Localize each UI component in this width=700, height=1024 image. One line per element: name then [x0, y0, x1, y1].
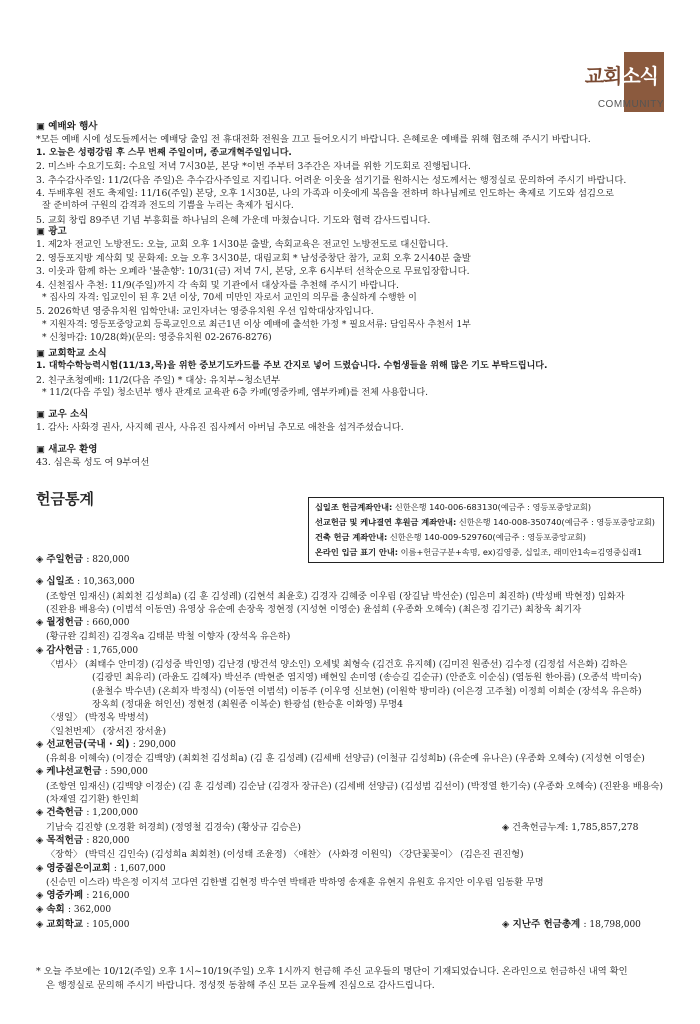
offering-stats-title: 헌금통계 — [36, 490, 94, 508]
worship-line: *모든 예배 시에 성도들께서는 예배당 출입 전 휴대전화 전원을 끄고 들어오시기 바랍니다. 은혜로운 예배를 위해 협조해 주시기 바랍니다. — [36, 134, 591, 146]
account-row: 선교헌금 및 케냐결연 후원금 계좌안내: 신한은행 140-008-350740(예금주 : 영등포중앙교회) — [315, 517, 655, 527]
section-header — [514, 52, 664, 122]
worship-line: 3. 추수감사주일: 11/2(다음 주일)은 추수감사주일로 지킵니다. 어려운 이웃을 섬기기를 원하시는 성도께서는 행정실로 문의하여 주시기 바랍니다. — [36, 174, 627, 186]
worship-line: 2. 미스바 수요기도회: 수요일 저녁 7시30분, 본당 *이번 주부터 3주간은 자녀를 위한 기도회로 진행됩니다. — [36, 161, 471, 173]
weekly-total: ◈ 지난주 헌금총계 : 18,798,000 — [502, 918, 641, 932]
worship-line: 4. 두배후원 전도 축제일: 11/16(주일) 본당, 오후 1시30분, 나의 가족과 이웃에게 복음을 전하며 하나님께로 인도하는 축제로 기도와 섬김으로 — [36, 188, 614, 200]
donor-names: 〈범사〉 (최태수 안미경) (김성중 박인영) 김난경 (방건석 양소인) 오세빛 최형숙 (김건호 유지혜) (김미진 원종선) 김수정 (김정섭 서은화) 김하은 — [46, 659, 628, 671]
footer-note — [36, 965, 666, 993]
ads-line: 3. 이웃과 함께 하는 오페라 '불춘향': 10/31(금) 저녁 7시, 본당, 오후 6시부터 선착순으로 무료입장합니다. — [36, 266, 470, 278]
ads-line: 5. 2026학년 영중유치원 입학안내: 교인자녀는 영중유치원 우선 입학대상자입니다. — [36, 306, 374, 318]
donor-names: 기남숙 김진향 (오경환 허경희) (정영철 김경숙) (황상규 김승은) ◈ 건축헌금누계: 1,785,857,278 — [36, 821, 666, 834]
donor-names: (김광민 최유리) (라윤도 김혜자) 박선주 (박현준 염지영) 배현일 손미영 (송승길 김순규) (안준호 이순심) (염동원 한아름) (오종석 박미숙) — [92, 672, 642, 684]
account-row: 십일조 헌금계좌안내: 신한은행 140-006-683130(예금주 : 영등포중앙교회) — [315, 502, 592, 512]
donor-names: 장옥희 (정대윤 허인선) 정현정 (최원종 이복순) 한광섭 (한승훈 이화영) 무명4 — [92, 698, 404, 710]
offering-category: ◈ 십일조 : 10,363,000 — [36, 575, 666, 589]
offering-category: ◈ 교회학교 : 105,000 ◈ 지난주 헌금총계 : 18,798,000 — [36, 918, 666, 932]
ads-section-title: ▣ 광고 — [36, 225, 666, 238]
offering-category: ◈ 영중카페 : 216,000 — [36, 889, 666, 903]
ads-line: 4. 신천집사 추천: 11/9(주일)까지 각 속회 및 기관에서 대상자를 추천해 주시기 바랍니다. — [36, 279, 399, 291]
donor-names: (유희용 이혜숙) (이경순 김백양) (최회천 김성희a) (김 훈 김성례) (김세배 선양금) (이철규 김성희b) (유순예 유나은) (우종화 오혜숙) (지성현 이영순) — [46, 753, 645, 765]
school-line: 1. 대학수학능력시험(11/13,목)을 위한 중보기도카드를 주보 간지로 넣어 드렸습니다. 수험생들을 위해 많은 기도 부탁드립니다. — [36, 361, 548, 372]
worship-line: 5. 교회 창립 89주년 기념 부흥회를 하나님의 은혜 가운데 마쳤습니다. 기도와 협력 감사드립니다. — [36, 214, 431, 226]
account-row: 건축 헌금 계좌안내: 신한은행 140-009-529760(예금주 : 영등포중앙교회) — [315, 532, 586, 542]
offering-category: ◈ 건축헌금 : 1,200,000 — [36, 806, 666, 820]
member-section — [36, 408, 666, 435]
section-subtitle: COMMUNITY — [597, 99, 664, 110]
offering-category: ◈ 주일헌금 : 820,000 — [36, 553, 666, 567]
worship-line: 1. 오늘은 성령강림 후 스무 번째 주일이며, 종교개혁주일입니다. — [36, 147, 292, 158]
footer-line: 은 행정실로 문의해 주시기 바랍니다. 정성껏 동참해 주신 모든 교우들께 진심으로 감사드립니다. — [46, 980, 435, 991]
offering-list — [36, 553, 666, 932]
donor-names: 〈일천번제〉 (장서진 장서윤) — [46, 725, 167, 737]
worship-section — [36, 120, 666, 227]
worship-section-title: ▣ 예배와 행사 — [36, 120, 666, 133]
ads-line: * 집사의 자격: 입교인이 된 후 2년 이상, 70세 미만인 자로서 교인의 의무를 충실하게 수행한 이 — [42, 293, 417, 304]
ads-line: * 지원자격: 영등포중앙교회 등록교인으로 최근1년 이상 예배에 출석한 가정 * 필요서류: 담임목사 추천서 1부 — [42, 319, 471, 330]
ads-line: 1. 제2차 전교인 노방전도: 오늘, 교회 오후 1시30분 출발, 속회교육은 전교인 노방전도로 대신합니다. — [36, 239, 449, 251]
section-title: 교회소식 — [584, 64, 658, 88]
footer-line: * 오늘 주보에는 10/12(주일) 오후 1시~10/19(주일) 오후 1시까지 헌금해 주신 교우들의 명단이 기재되었습니다. 온라인으로 헌금하신 내역 확인 — [36, 966, 628, 977]
offering-category: ◈ 감사헌금 : 1,765,000 — [36, 644, 666, 658]
school-line: 2. 친구초청예배: 11/2(다음 주일) * 대상: 유치부~청소년부 — [36, 374, 281, 386]
donor-names: 〈장학〉 (박덕신 김인숙) (김성희a 최회천) (이성태 조윤정) 〈애찬〉 (사화경 이원익) 〈강단꽃꽂이〉 (김은진 권진형) — [46, 849, 524, 861]
donor-names: (진완용 배용숙) (이범석 이동연) 유영상 유순예 손장욱 정현정 (지성현 이영순) 윤섬희 (우종화 오혜숙) (최은정 김기근) 최창욱 최기자 — [46, 603, 582, 615]
member-line: 1. 감사: 사화경 권사, 사지혜 권사, 사유진 집사께서 아버님 추모로 애찬을 섬겨주셨습니다. — [36, 422, 404, 434]
donor-names: 〈생일〉 (박정옥 박병석) — [46, 712, 149, 724]
offering-category: ◈ 속회 : 362,000 — [36, 903, 666, 917]
donor-names: (차재열 김기환) 한인희 — [46, 794, 139, 806]
building-total: ◈ 건축헌금누계: 1,785,857,278 — [502, 821, 638, 834]
ads-section — [36, 225, 666, 346]
donor-names: (신승민 이스라) 박은정 이지석 고다연 김한별 김현정 박수연 박태관 박하영 송재훈 유현지 유원호 유지안 이우림 임동환 무명 — [46, 876, 544, 888]
worship-line: 잘 준비하여 구원의 감격과 전도의 기쁨을 누리는 축제가 됩시다. — [42, 201, 294, 212]
ads-line: * 신청마감: 10/28(화)(문의: 영중유치원 02-2676-8276) — [42, 333, 272, 344]
donor-names: (조항연 임재신) (김백양 이경순) (김 훈 김성례) 김순남 (김경자 장규은) (김세배 선양금) (김성범 김선이) (박정열 한기숙) (우종화 오혜숙) (진완용 배용숙) — [46, 780, 664, 792]
welcome-line: 43. 심은록 성도 여 9부여선 — [36, 457, 150, 469]
ads-line: 2. 영등포지방 계삭회 및 문화제: 오늘 오후 3시30분, 대림교회 * 남성중창단 참가, 교회 오후 2시40분 출발 — [36, 252, 471, 264]
welcome-section-title: ▣ 새교우 환영 — [36, 443, 666, 456]
donor-names: (윤철수 박수년) (온희자 박정식) (이동연 이범석) 이동주 (이우영 신보현) (이원학 방미라) (이은경 고주철) 이정희 이희순 (장석옥 유은하) — [92, 685, 642, 697]
welcome-section — [36, 443, 666, 470]
school-section — [36, 347, 666, 401]
offering-category: ◈ 케냐선교헌금 : 590,000 — [36, 765, 666, 779]
donor-names: (황규완 김희진) 김경옥a 김태분 박철 이향자 (장석옥 유은하) — [46, 631, 291, 643]
donor-names: (조항연 임재신) (최회천 김성희a) (김 훈 김성례) (김현석 최윤호) 김경자 김혜중 이우림 (장길남 박선순) (임은미 최진하) (박성배 박현정) 임화자 — [46, 590, 625, 602]
school-section-title: ▣ 교회학교 소식 — [36, 347, 666, 360]
offering-category: ◈ 월정헌금 : 660,000 — [36, 616, 666, 630]
member-section-title: ▣ 교우 소식 — [36, 408, 666, 421]
offering-category: ◈ 영중젊은이교회 : 1,607,000 — [36, 862, 666, 876]
offering-category: ◈ 선교헌금(국내 · 외) : 290,000 — [36, 738, 666, 752]
account-row: 온라인 입금 표기 안내: 이름+헌금구분+속명, ex)김영중, 십일조, 래미안1속=김영중십래1 — [315, 547, 643, 557]
school-line: * 11/2(다음 주일) 청소년부 행사 관계로 교육관 6층 카페(영중카페, 엠부카페)를 전체 사용합니다. — [42, 388, 428, 399]
offering-category: ◈ 목적헌금 : 820,000 — [36, 834, 666, 848]
